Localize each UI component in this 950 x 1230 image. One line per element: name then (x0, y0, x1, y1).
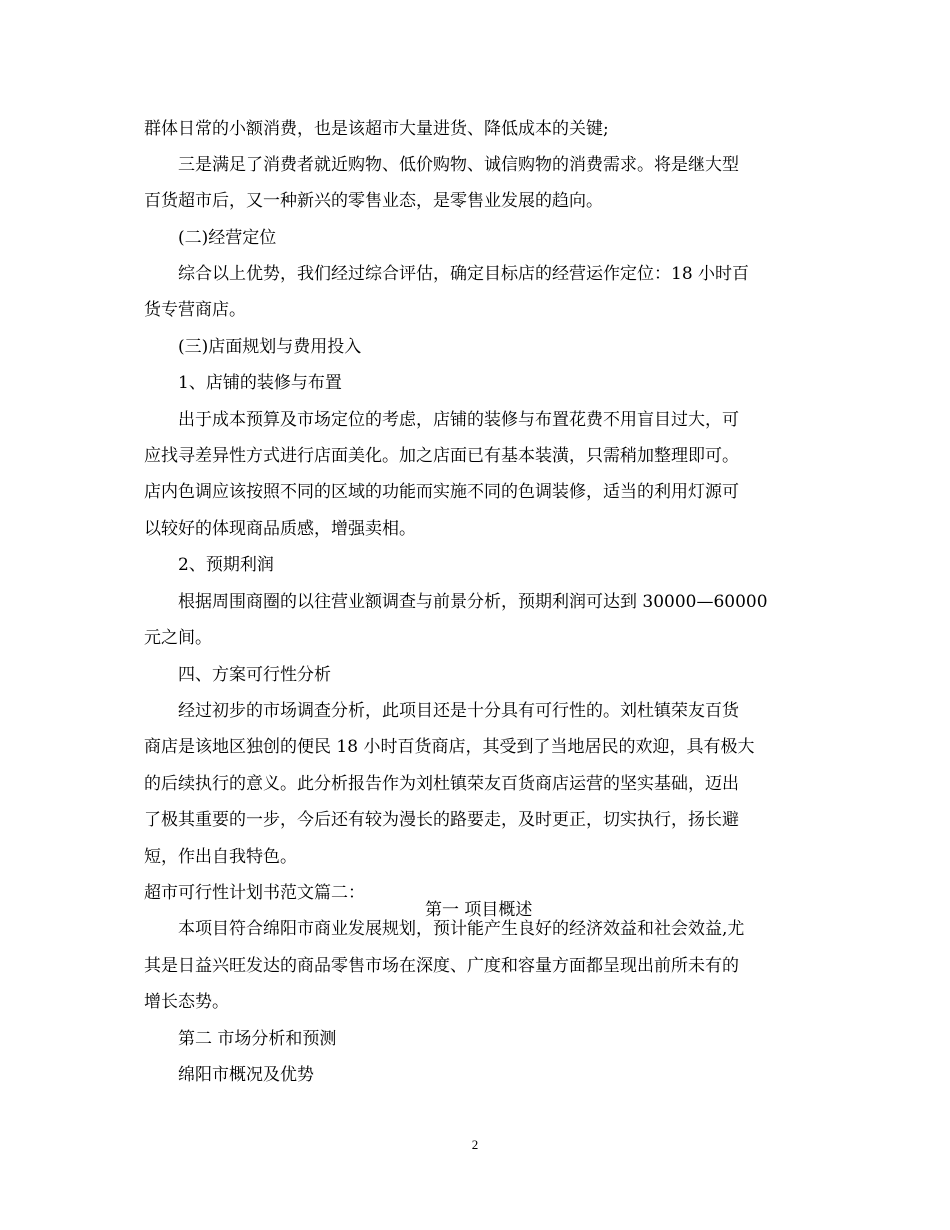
section-heading: (三)店面规划与费用投入 (178, 337, 362, 357)
text-line: 货专营商店。 (144, 300, 246, 320)
page-number: 2 (471, 1137, 479, 1152)
text-line: 增长态势。 (144, 992, 229, 1012)
text-line: 根据周围商圈的以往营业额调查与前景分析，预期利润可达到 30000—60000 (178, 592, 768, 612)
text-line: 应找寻差异性方式进行店面美化。加之店面已有基本装潢，只需稍加整理即可。 (144, 446, 739, 466)
text-line: 的后续执行的意义。此分析报告作为刘杜镇荣友百货商店运营的坚实基础，迈出 (144, 774, 739, 794)
subsection-heading: 绵阳市概况及优势 (178, 1065, 314, 1085)
subsection-heading: 1、店铺的装修与布置 (178, 373, 342, 393)
text-line: 综合以上优势，我们经过综合评估，确定目标店的经营运作定位：18 小时百 (178, 264, 750, 284)
article-heading: 超市可行性计划书范文篇二： (144, 883, 365, 903)
text-line: 以较好的体现商品质感，增强卖相。 (144, 519, 416, 539)
section-heading: 第一 项目概述 (425, 900, 533, 920)
text-line: 其是日益兴旺发达的商品零售市场在深度、广度和容量方面都呈现出前所未有的 (144, 956, 739, 976)
text-line: 出于成本预算及市场定位的考虑，店铺的装修与布置花费不用盲目过大，可 (178, 410, 739, 430)
section-heading: 第二 市场分析和预测 (178, 1029, 337, 1049)
text-line: 了极其重要的一步，今后还有较为漫长的路要走，及时更正，切实执行，扬长避 (144, 810, 739, 830)
text-line: 群体日常的小额消费，也是该超市大量进货、降低成本的关键; (144, 119, 609, 139)
text-line: 本项目符合绵阳市商业发展规划，预计能产生良好的经济效益和社会效益,尤 (178, 919, 745, 939)
text-line: 百货超市后，又一种新兴的零售业态，是零售业发展的趋向。 (144, 191, 603, 211)
section-heading: 四、方案可行性分析 (178, 665, 331, 685)
subsection-heading: 2、预期利润 (178, 555, 274, 575)
section-heading: (二)经营定位 (178, 228, 277, 248)
text-line: 经过初步的市场调查分析，此项目还是十分具有可行性的。刘杜镇荣友百货 (178, 701, 739, 721)
text-line: 商店是该地区独创的便民 18 小时百货商店，其受到了当地居民的欢迎，具有极大 (144, 737, 755, 757)
text-line: 短，作出自我特色。 (144, 847, 297, 867)
text-line: 店内色调应该按照不同的区域的功能而实施不同的色调装修，适当的利用灯源可 (144, 482, 739, 502)
text-line: 三是满足了消费者就近购物、低价购物、诚信购物的消费需求。将是继大型 (178, 155, 739, 175)
text-line: 元之间。 (144, 628, 212, 648)
